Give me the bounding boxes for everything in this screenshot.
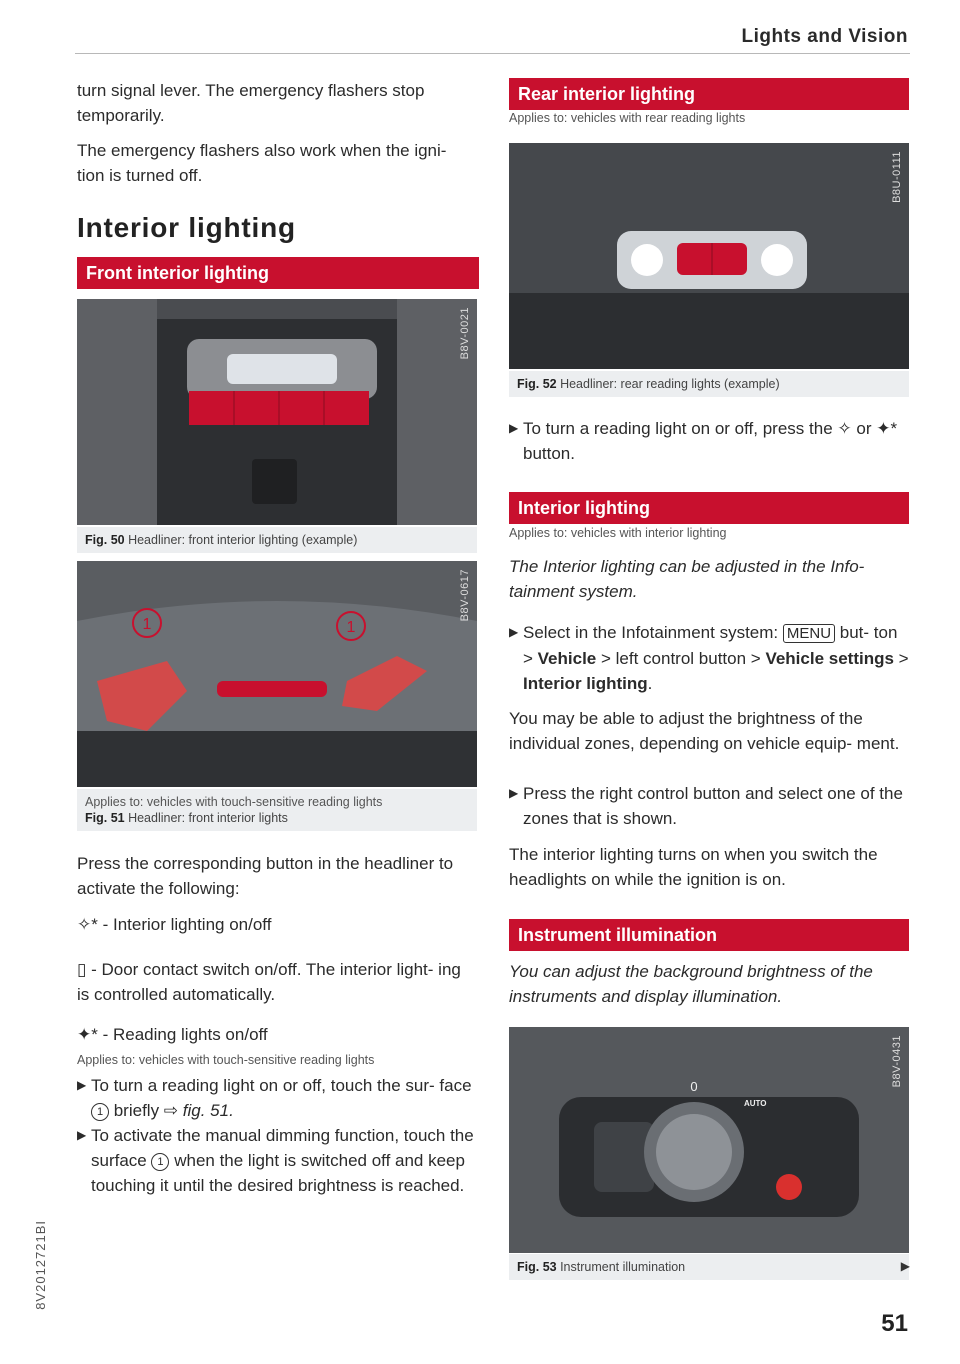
figure-50-caption xyxy=(77,527,477,553)
bullet-text: To activate the manual dimming function, touch the surface 1 when the light is switched off and keep touching it until the desired brightness is reached. xyxy=(91,1126,474,1195)
figure-caption-text: Headliner: rear reading lights (example) xyxy=(560,377,780,391)
menu-button-label: MENU xyxy=(783,624,835,643)
figure-reference-link[interactable]: ⇨ fig. 51. xyxy=(163,1101,234,1120)
figure-code: B8V-0021 xyxy=(459,307,471,360)
figure-label: Fig. 52 xyxy=(517,377,557,391)
figure-caption-text: Instrument illumination xyxy=(560,1260,686,1274)
knob-position-zero: 0 xyxy=(690,1079,698,1094)
marker-1-right: 1 xyxy=(346,619,356,636)
marker-1-left: 1 xyxy=(142,616,152,633)
figure-52-image xyxy=(509,143,909,369)
figure-53-image xyxy=(509,1027,909,1253)
figure-caption-text: Headliner: front interior lighting (example) xyxy=(128,533,358,547)
figure-code: B8V-0617 xyxy=(459,569,471,622)
page-number: 51 xyxy=(881,1310,908,1337)
list-item-text: * - Interior lighting on/off xyxy=(91,915,272,934)
headliner-front-illustration xyxy=(77,299,477,525)
intro-paragraph-2: The emergency flashers also work when the igni- tion is turned off. xyxy=(77,141,447,185)
figure-53-caption xyxy=(509,1254,909,1280)
figure-code: B8V-0431 xyxy=(891,1035,903,1088)
intro-paragraph-1: turn signal lever. The emergency flashers stop temporarily. xyxy=(77,81,425,125)
triangle-right-icon: ▶ xyxy=(77,1078,87,1092)
rear-reading-lights-illustration xyxy=(509,143,909,369)
figure-50-image xyxy=(77,299,477,525)
list-item xyxy=(509,620,909,696)
play-arrow-icon: ▶ xyxy=(900,1259,910,1273)
list-item-interior-lighting xyxy=(77,912,271,937)
list-item-reading-lights xyxy=(77,1022,268,1047)
figure-51-caption xyxy=(77,789,477,831)
reading-light-icon: ✦ xyxy=(77,1025,92,1044)
instrument-intro-italic: You can adjust the background brightness of the instruments and display illumination. xyxy=(509,962,873,1006)
bullet-text: Press the right control button and select one of the zones that is shown. xyxy=(523,784,903,828)
list-item-text: * - Reading lights on/off xyxy=(91,1025,268,1044)
list-item xyxy=(77,1123,477,1198)
figure-code: B8U-0111 xyxy=(891,151,903,203)
figure-label: Fig. 50 xyxy=(85,533,125,547)
interior-intro-italic: The Interior lighting can be adjusted in the Info- tainment system. xyxy=(509,557,865,601)
touch-bullet-list xyxy=(77,1073,477,1198)
list-item-door-contact xyxy=(77,957,477,1007)
triangle-right-icon: ▶ xyxy=(509,625,519,639)
touch-reading-lights-illustration xyxy=(77,561,477,787)
door-contact-icon: ▯ xyxy=(77,960,87,979)
section-title: Lights and Vision xyxy=(741,26,908,47)
figure-label: Fig. 53 xyxy=(517,1260,557,1274)
press-button-paragraph: Press the corresponding button in the headliner to activate the following: xyxy=(77,854,454,898)
banner-interior-lighting: Interior lighting xyxy=(509,492,909,524)
bullet-text: To turn a reading light on or off, touch the sur- face 1 briefly ⇨ fig. 51. xyxy=(91,1076,472,1120)
interior-light-icon: ✧ xyxy=(837,419,852,438)
figure-label: Fig. 51 xyxy=(85,811,125,825)
figure-caption-text: Headliner: front interior lights xyxy=(128,811,288,825)
applies-interior-note: Applies to: vehicles with interior lighting xyxy=(509,526,727,540)
brightness-paragraph: You may be able to adjust the brightness of the individual zones, depending on vehicle equip- ment. xyxy=(509,709,900,753)
instrument-illumination-illustration xyxy=(509,1027,909,1253)
turns-on-paragraph: The interior lighting turns on when you switch the headlights on while the ignition is on. xyxy=(509,845,878,889)
callout-1-icon: 1 xyxy=(91,1103,109,1121)
interior-light-icon: ✧ xyxy=(77,915,92,934)
triangle-right-icon: ▶ xyxy=(509,786,519,800)
section-heading: Interior lighting xyxy=(77,212,296,243)
callout-1-icon: 1 xyxy=(151,1153,169,1171)
triangle-right-icon: ▶ xyxy=(77,1128,87,1142)
bullet-text: To turn a reading light on or off, press the ✧ or ✦* button. xyxy=(523,419,898,463)
banner-front-interior: Front interior lighting xyxy=(77,257,479,289)
document-code: 8V2012721BI xyxy=(33,1220,48,1310)
applies-rear-note: Applies to: vehicles with rear reading lights xyxy=(509,111,746,125)
list-item xyxy=(509,416,904,466)
figure-52-caption xyxy=(509,371,909,397)
figure-51-image xyxy=(77,561,477,787)
triangle-right-icon: ▶ xyxy=(509,421,519,435)
bullet-text: Select in the Infotainment system: MENU but- ton > Vehicle > left control button > Vehicle settings > Interior lighting. xyxy=(523,623,909,693)
banner-rear-interior: Rear interior lighting xyxy=(509,78,909,110)
reading-light-icon: ✦ xyxy=(876,419,891,438)
applies-touch-note: Applies to: vehicles with touch-sensitive reading lights xyxy=(77,1053,375,1067)
list-item xyxy=(77,1073,477,1123)
list-item xyxy=(509,781,909,831)
figure-applies-note: Applies to: vehicles with touch-sensitive reading lights xyxy=(85,795,383,809)
header-divider xyxy=(75,53,910,54)
list-item-text: - Door contact switch on/off. The interior light- ing is controlled automatically. xyxy=(77,960,461,1004)
banner-instrument-illumination: Instrument illumination xyxy=(509,919,909,951)
knob-position-auto: AUTO xyxy=(744,1099,767,1108)
